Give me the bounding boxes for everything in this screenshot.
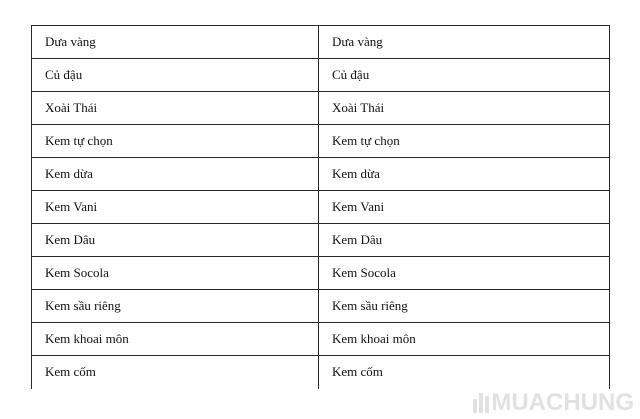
table-cell-left: Kem khoai môn	[32, 323, 319, 356]
table-cell-right: Củ đậu	[319, 59, 610, 92]
table-cell-right: Kem cốm	[319, 356, 610, 389]
table-row	[32, 290, 610, 323]
menu-table-body	[32, 26, 610, 389]
table-cell-left: Kem tự chọn	[32, 125, 319, 158]
table-row	[32, 92, 610, 125]
table-row	[32, 26, 610, 59]
table-cell-right: Dưa vàng	[319, 26, 610, 59]
watermark	[473, 389, 634, 417]
table-cell-left: Kem Dâu	[32, 224, 319, 257]
table-cell-left: Dưa vàng	[32, 26, 319, 59]
table-row	[32, 59, 610, 92]
table-row	[32, 191, 610, 224]
watermark-text: MUACHUNG	[491, 389, 634, 416]
table-row	[32, 323, 610, 356]
table-cell-left: Củ đậu	[32, 59, 319, 92]
table-row	[32, 158, 610, 191]
table-cell-right: Kem dừa	[319, 158, 610, 191]
table-cell-right: Kem Socola	[319, 257, 610, 290]
table-row	[32, 356, 610, 389]
table-cell-left: Kem dừa	[32, 158, 319, 191]
table-row	[32, 125, 610, 158]
table-row	[32, 224, 610, 257]
menu-table	[31, 25, 610, 389]
table-cell-right: Xoài Thái	[319, 92, 610, 125]
table-cell-right: Kem tự chọn	[319, 125, 610, 158]
table-cell-left: Kem sầu riêng	[32, 290, 319, 323]
table-cell-right: Kem Vani	[319, 191, 610, 224]
table-cell-right: Kem Dâu	[319, 224, 610, 257]
table-cell-left: Kem cốm	[32, 356, 319, 389]
table-cell-right: Kem khoai môn	[319, 323, 610, 356]
table-row	[32, 257, 610, 290]
table-cell-left: Kem Socola	[32, 257, 319, 290]
table-cell-left: Kem Vani	[32, 191, 319, 224]
table-cell-left: Xoài Thái	[32, 92, 319, 125]
watermark-logo-icon	[473, 393, 489, 413]
table-cell-right: Kem sầu riêng	[319, 290, 610, 323]
